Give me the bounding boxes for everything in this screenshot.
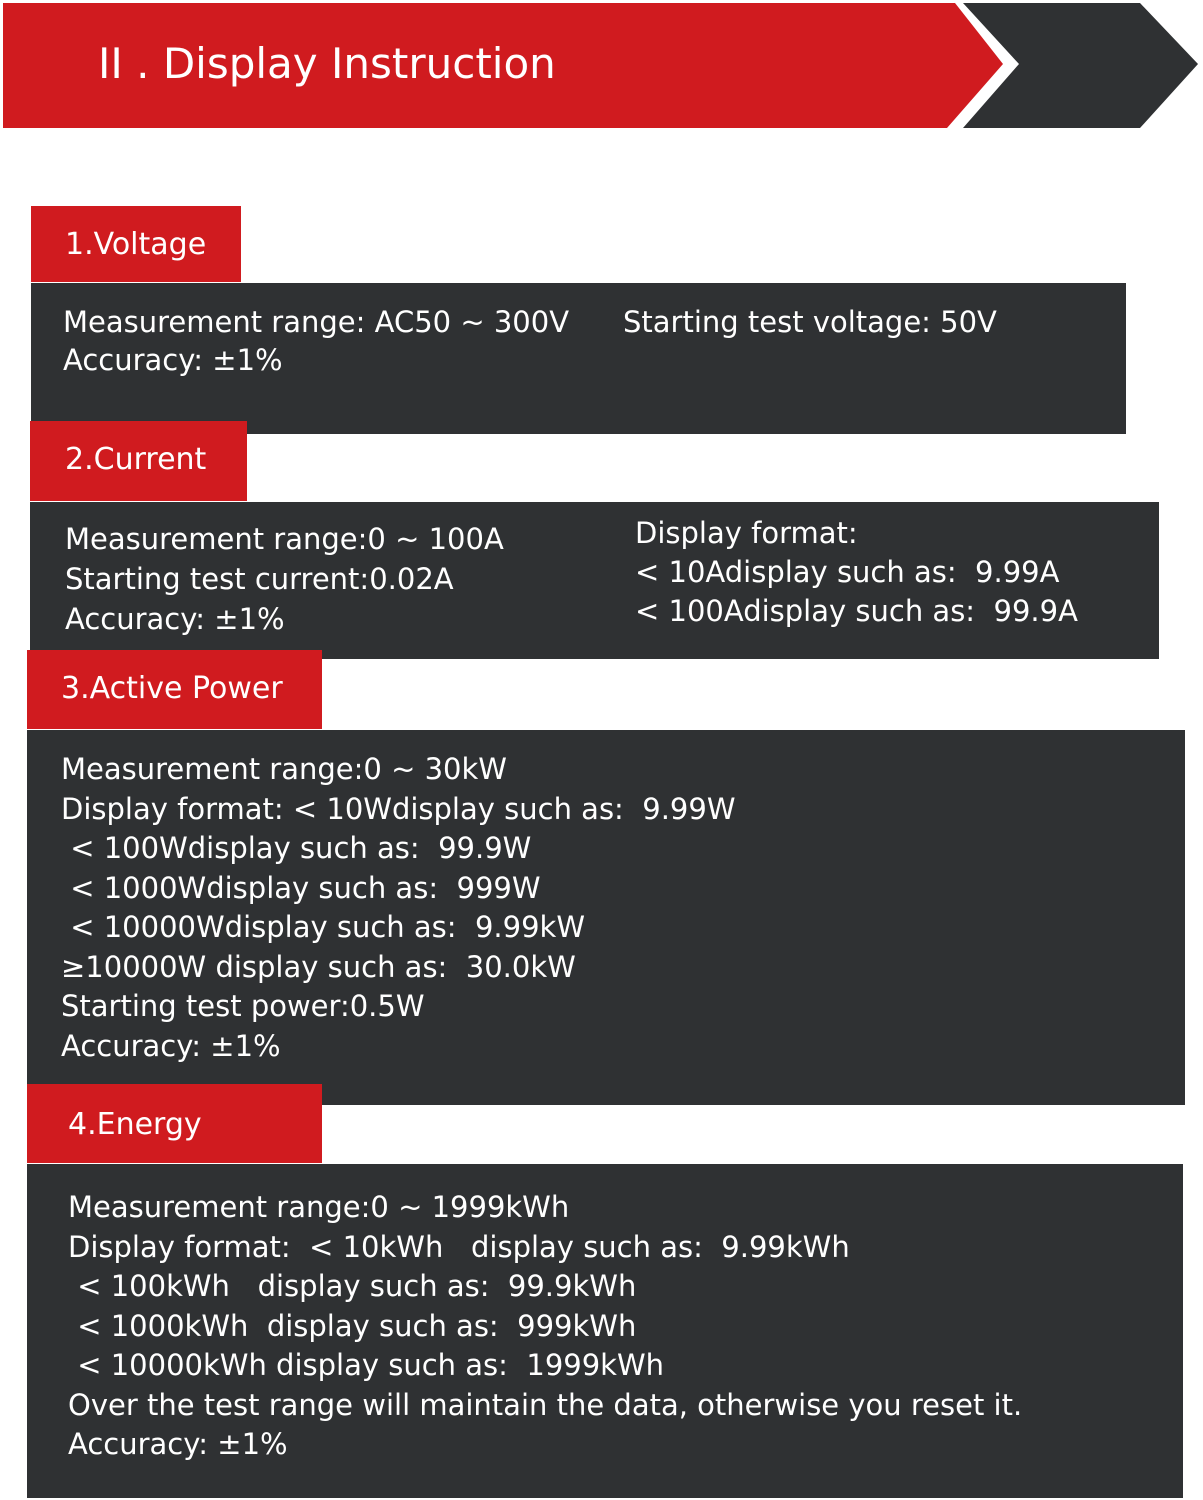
- active-power-line: Accuracy: ±1%: [61, 1028, 281, 1063]
- voltage-left-text: [63, 303, 569, 379]
- active-power-line: < 100Wdisplay such as: 99.9W: [61, 831, 532, 865]
- active-power-line: < 10000Wdisplay such as: 9.99kW: [61, 910, 586, 944]
- section-panel-voltage: [31, 283, 1126, 434]
- active-power-line: < 1000Wdisplay such as: 999W: [61, 870, 541, 905]
- active-power-line: Measurement range:0 ~ 30kW: [61, 752, 507, 786]
- voltage-line: Accuracy: ±1%: [63, 343, 283, 377]
- voltage-right-text: [623, 303, 997, 341]
- section-panel-energy: [27, 1164, 1183, 1498]
- active-power-line: Display format: < 10Wdisplay such as: 9.99W: [61, 791, 736, 826]
- voltage-line: Starting test voltage: 50V: [623, 305, 997, 339]
- energy-line: Measurement range:0 ~ 1999kWh: [68, 1190, 570, 1224]
- current-line: < 10Adisplay such as: 9.99A: [635, 555, 1060, 589]
- current-line: Accuracy: ±1%: [65, 602, 285, 636]
- page-title: II . Display Instruction: [98, 39, 556, 88]
- current-line: Starting test current:0.02A: [65, 562, 454, 596]
- current-left-text: [65, 519, 504, 639]
- current-line: Display format:: [635, 516, 858, 550]
- section-title-voltage: 1.Voltage: [65, 227, 207, 262]
- section-title-current: 2.Current: [65, 442, 207, 477]
- section-tab-active-power: [27, 650, 322, 729]
- section-tab-current: [30, 421, 247, 501]
- energy-line: < 1000kWh display such as: 999kWh: [68, 1308, 637, 1343]
- active-power-text: [61, 750, 736, 1066]
- section-panel-active-power: [27, 730, 1185, 1105]
- active-power-line: ≥10000W display such as: 30.0kW: [61, 949, 576, 984]
- energy-line: Over the test range will maintain the data, otherwise you reset it.: [68, 1387, 1023, 1422]
- current-right-text: [635, 514, 1078, 631]
- energy-line: Display format: < 10kWh display such as: 9.99kWh: [68, 1229, 850, 1264]
- energy-line: < 10000kWh display such as: 1999kWh: [68, 1348, 665, 1382]
- current-line: < 100Adisplay such as: 99.9A: [635, 594, 1078, 628]
- voltage-line: Measurement range: AC50 ~ 300V: [63, 305, 570, 339]
- section-title-energy: 4.Energy: [68, 1107, 202, 1142]
- current-line: Measurement range:0 ~ 100A: [65, 522, 504, 556]
- section-tab-voltage: [31, 206, 241, 282]
- energy-line: < 100kWh display such as: 99.9kWh: [68, 1269, 637, 1303]
- active-power-line: Starting test power:0.5W: [61, 989, 425, 1023]
- energy-text: [68, 1188, 1022, 1465]
- energy-line: Accuracy: ±1%: [68, 1427, 288, 1461]
- section-tab-energy: [27, 1084, 322, 1163]
- section-panel-current: [30, 502, 1159, 659]
- section-title-active-power: 3.Active Power: [61, 671, 283, 706]
